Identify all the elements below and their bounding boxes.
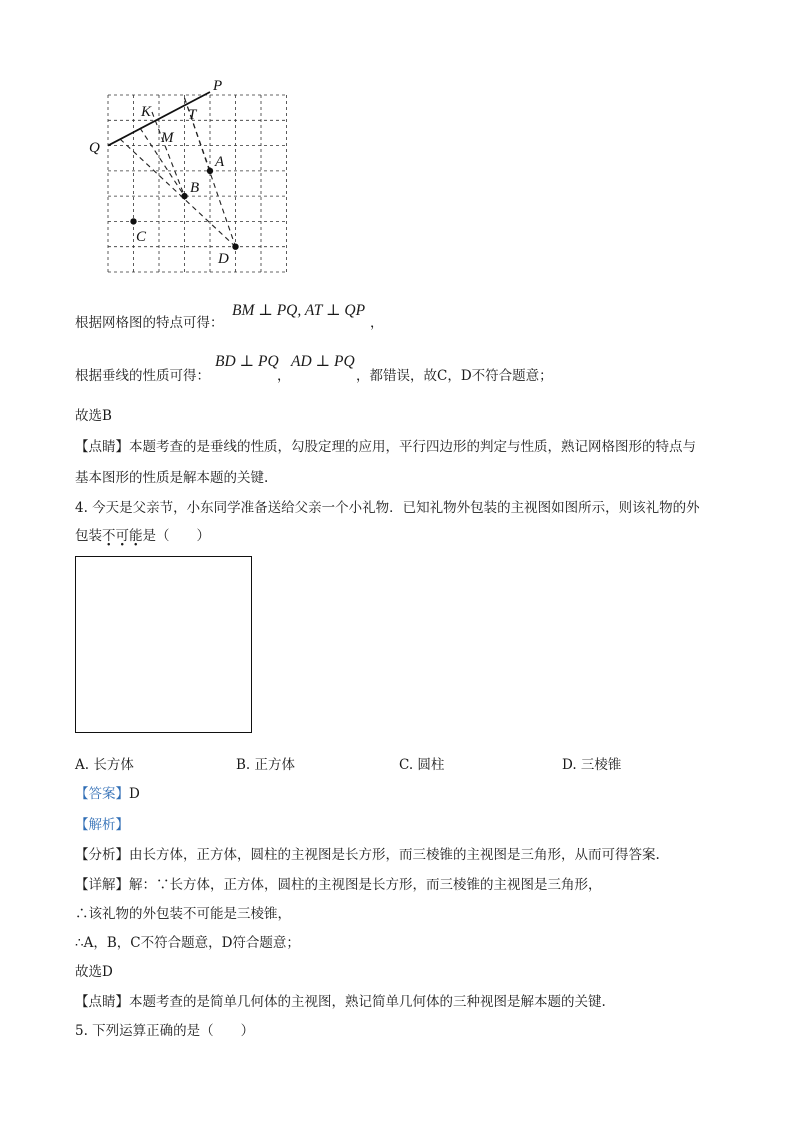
label-k: K <box>141 104 152 120</box>
answer-value: D <box>129 786 140 802</box>
solution-step-2: ∴A，B，C不符合题意，D符合题意； <box>75 935 300 951</box>
label-d: D <box>218 251 229 267</box>
line4 <box>75 435 696 455</box>
line1-end: ， <box>370 315 384 331</box>
line2-end: ，都错误，故C，D不符合题意； <box>356 368 553 384</box>
point-a <box>207 168 213 174</box>
label-m: M <box>161 130 174 146</box>
answer-line <box>75 782 140 802</box>
option-b: B. 正方体 <box>236 757 296 773</box>
fenxi-text: 由长方体，正方体，圆柱的主视图是长方形，而三棱锥的主视图是三角形，从而可得答案. <box>129 847 660 863</box>
line2-sep: ， <box>277 368 291 384</box>
label-b: B <box>190 180 200 196</box>
solution-step-3: 故选D <box>75 964 113 980</box>
option-d: D. 三棱锥 <box>562 757 622 773</box>
label-p: P <box>213 78 223 94</box>
point-b <box>181 193 187 199</box>
line5: 基本图形的性质是解本题的关键. <box>75 470 269 486</box>
dianjing-tag-1: 【点睛】 <box>75 439 129 455</box>
q4-emph-1: 不 <box>102 528 116 544</box>
solution-line-1 <box>75 311 224 331</box>
label-c: C <box>136 229 147 245</box>
point-d <box>232 244 238 250</box>
xiangjie-line <box>75 873 602 893</box>
analysis-tag: 【解析】 <box>75 817 129 833</box>
line2-text: 根据垂线的性质可得： <box>75 368 210 384</box>
xiangjie-text: 解：∵长方体，正方体，圆柱的主视图是长方形，而三棱锥的主视图是三角形， <box>129 877 602 893</box>
line3: 故选B <box>75 408 112 424</box>
q4-line-1: 4. 今天是父亲节，小东同学准备送给父亲一个小礼物．已知礼物外包装的主视图如图所示，则该礼物的外 <box>75 500 700 516</box>
fenxi-line <box>75 843 660 863</box>
line4-text: 本题考查的是垂线的性质，勾股定理的应用，平行四边形的判定与性质，熟记网格图形的特点与 <box>129 439 696 455</box>
dianjing-line-2 <box>75 990 606 1010</box>
line2-math1: BD ⊥ PQ <box>215 353 279 370</box>
option-c: C. 圆柱 <box>399 757 445 773</box>
grid-figure <box>80 70 310 280</box>
label-t: T <box>188 107 197 123</box>
q4-emph-3: 能 <box>129 528 143 544</box>
answer-tag: 【答案】 <box>75 786 129 802</box>
q4-line2-pre: 包装 <box>75 528 102 544</box>
q5-line: 5. 下列运算正确的是（ ） <box>75 1023 255 1039</box>
solution-step-1: ∴该礼物的外包装不可能是三棱锥， <box>75 906 291 922</box>
fenxi-tag: 【分析】 <box>75 847 129 863</box>
front-view-square <box>75 556 252 733</box>
point-c <box>130 218 136 224</box>
line2-math2: AD ⊥ PQ <box>291 353 355 370</box>
line1-text: 根据网格图的特点可得： <box>75 315 224 331</box>
option-a: A. 长方体 <box>75 757 134 773</box>
q4-line2-post: 是（ ） <box>142 528 210 544</box>
label-a: A <box>215 154 225 170</box>
dianjing-tag-2: 【点睛】 <box>75 994 129 1010</box>
q4-emph-2: 可 <box>115 528 129 544</box>
dianjing-text-2: 本题考查的是简单几何体的主视图，熟记简单几何体的三种视图是解本题的关键. <box>129 994 606 1010</box>
xiangjie-tag: 【详解】 <box>75 877 129 893</box>
label-q: Q <box>89 140 100 156</box>
line1-math: BM ⊥ PQ, AT ⊥ QP <box>232 302 366 319</box>
q4-line-2 <box>75 524 210 544</box>
